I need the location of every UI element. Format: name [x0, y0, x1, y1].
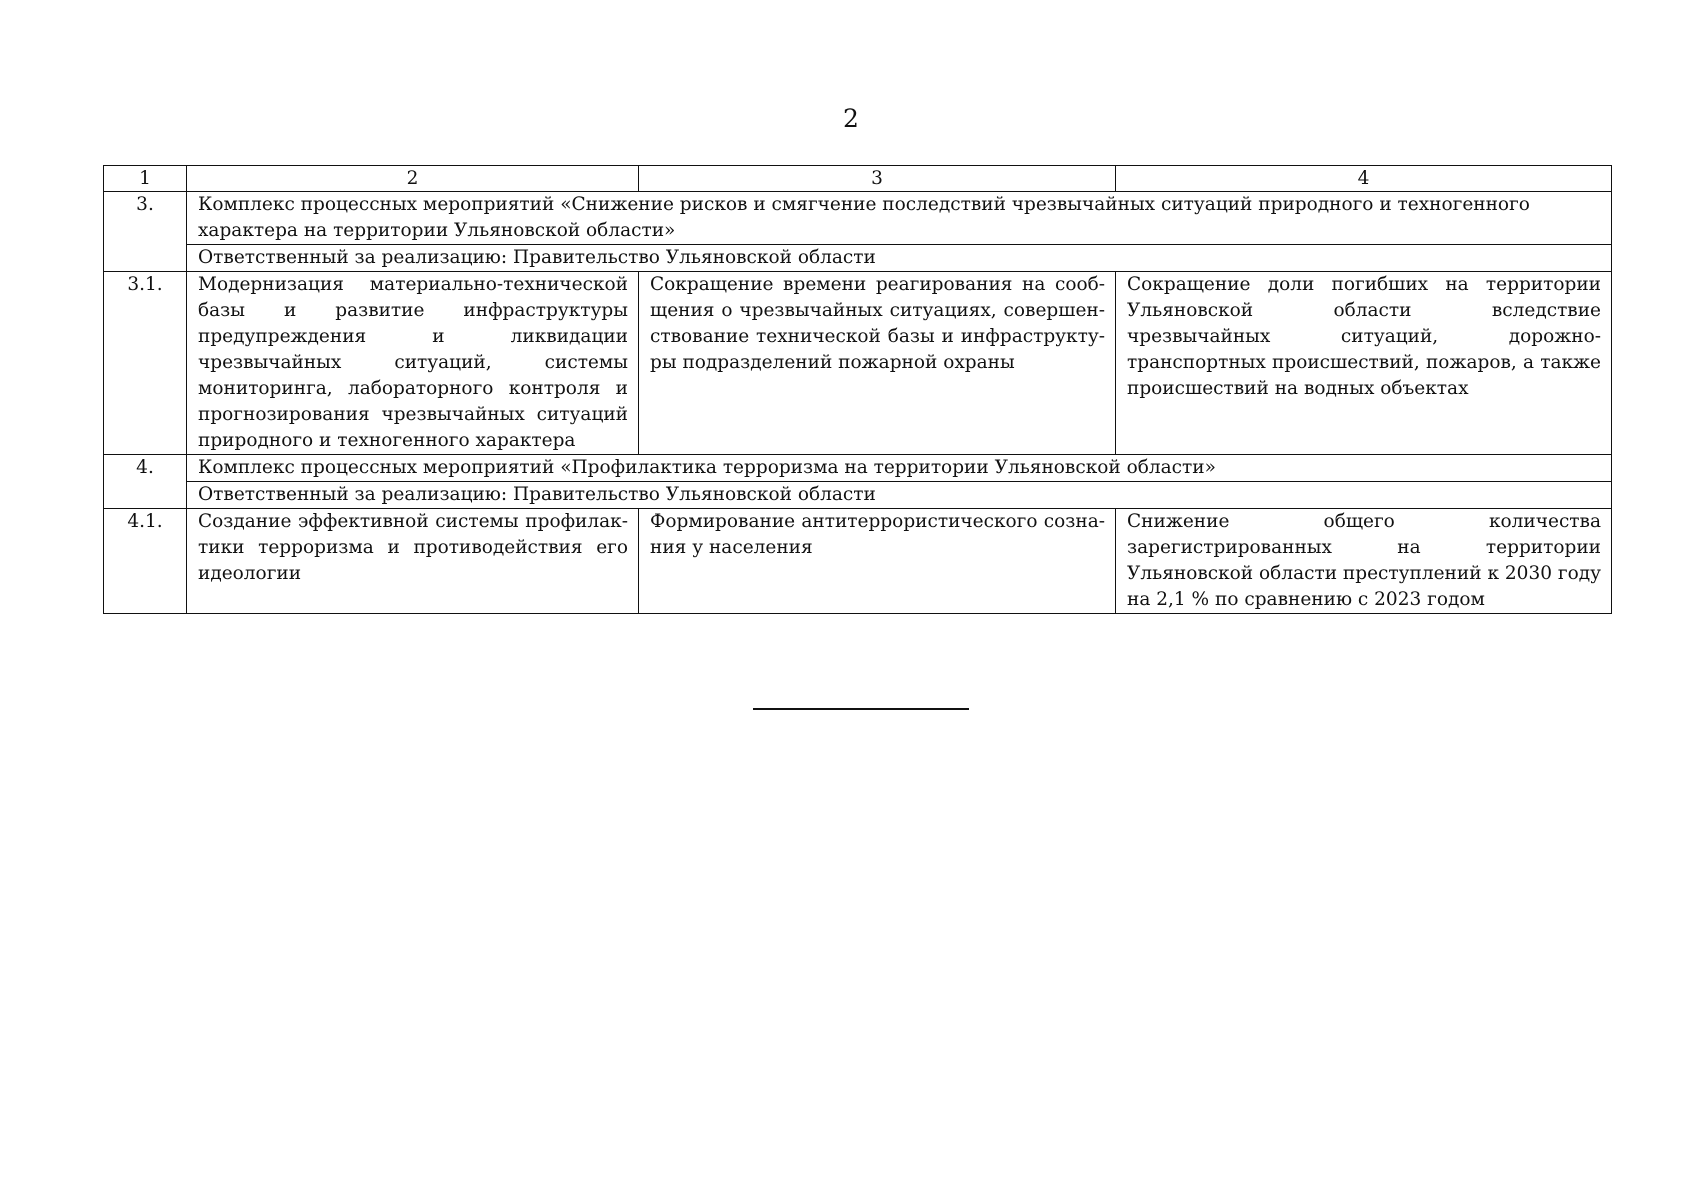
- section-responsible: Ответственный за реализацию: Правительство Ульяновской области: [187, 482, 1612, 509]
- header-col-1: 1: [104, 166, 187, 192]
- end-divider-line: [753, 708, 969, 710]
- section-title: Комплекс процессных мероприятий «Снижение рисков и смягчение последствий чрезвычайных ситуаций природного и техногенного характера на территории Ульяновской области»: [187, 192, 1612, 245]
- section-number: 3.: [104, 192, 187, 272]
- item-number: 3.1.: [104, 272, 187, 455]
- section-number: 4.: [104, 455, 187, 509]
- item-task: Модернизация материально-технической базы и развитие инфраструктуры предупреждения и ликвидации чрезвычайных ситуаций, системы мониторинга, лабораторного контроля и прогнозирования чрезвычайных ситуаций природного и техногенного характера: [187, 272, 639, 455]
- section-title: Комплекс процессных мероприятий «Профилактика терроризма на территории Ульяновской области»: [187, 455, 1612, 482]
- page-number: 2: [843, 104, 859, 133]
- table-row: [104, 509, 1612, 614]
- item-task: Создание эффективной системы профилактики терроризма и противодействия его идеологии: [187, 509, 639, 614]
- program-table: [103, 165, 1612, 614]
- section-title-row: [104, 192, 1612, 245]
- table-header-row: [104, 166, 1612, 192]
- item-effect: Формирование антитеррористического сознания у населения: [639, 509, 1116, 614]
- item-indicator: Сокращение доли погибших на территории Ульяновской области вследствие чрезвычайных ситуаций, дорожно-транспортных происшествий, пожаров, а также происшествий на водных объектах: [1116, 272, 1612, 455]
- item-effect: Сокращение времени реагирования на сообщения о чрезвычайных ситуациях, совершенствование технической базы и инфраструктуры подразделений пожарной охраны: [639, 272, 1116, 455]
- table-row: [104, 272, 1612, 455]
- header-col-3: 3: [639, 166, 1116, 192]
- section-title-row: [104, 455, 1612, 482]
- header-col-4: 4: [1116, 166, 1612, 192]
- header-col-2: 2: [187, 166, 639, 192]
- section-responsible: Ответственный за реализацию: Правительство Ульяновской области: [187, 245, 1612, 272]
- section-responsible-row: [104, 482, 1612, 509]
- item-number: 4.1.: [104, 509, 187, 614]
- item-indicator: Снижение общего количества зарегистрированных на территории Ульяновской области преступлений к 2030 году на 2,1 % по сравнению с 2023 годом: [1116, 509, 1612, 614]
- section-responsible-row: [104, 245, 1612, 272]
